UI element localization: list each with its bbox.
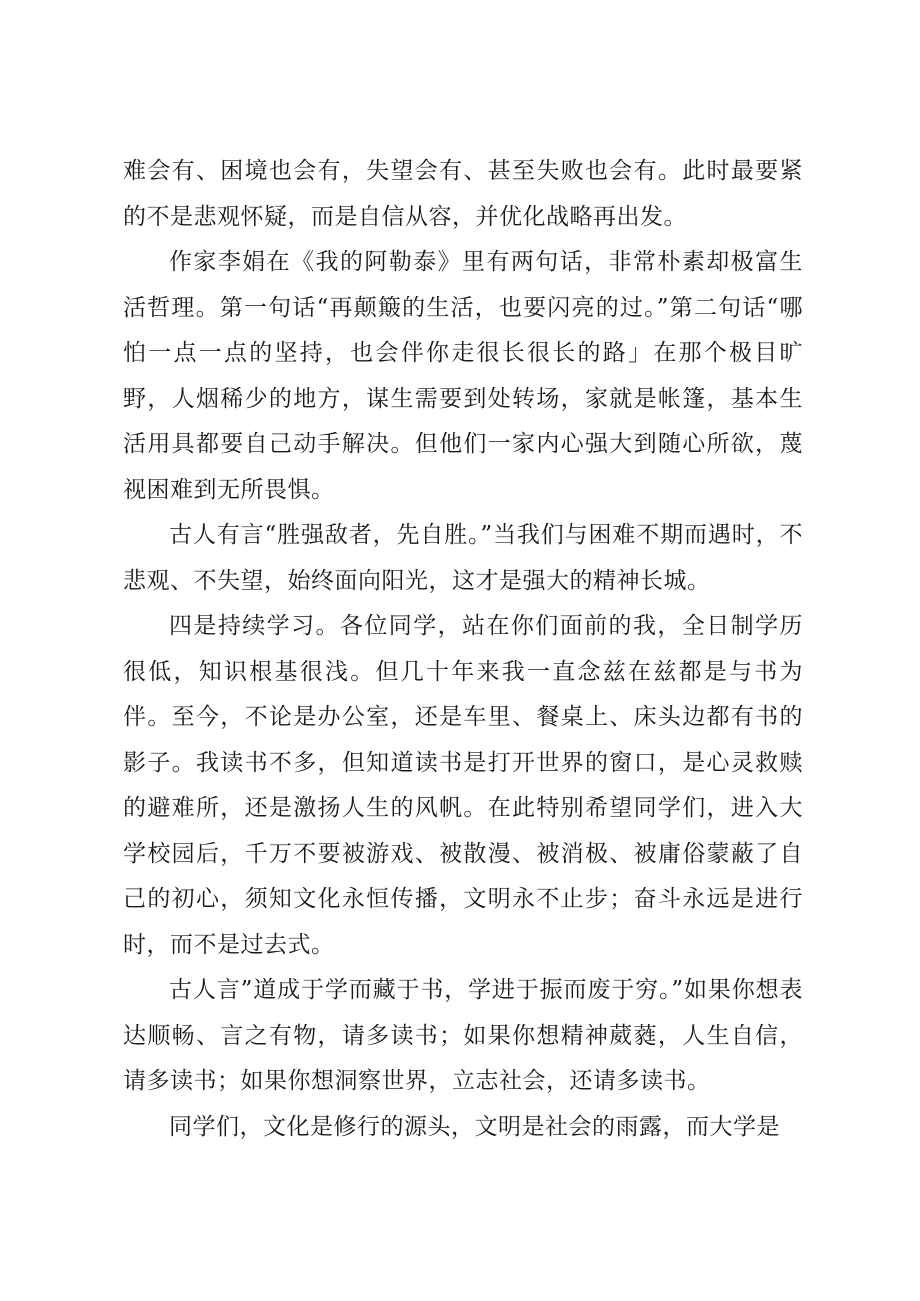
paragraph-continuation: 难会有、困境也会有，失望会有、甚至失败也会有。此时最要紧的不是悲观怀疑，而是自信从容，并优化战略再出发。 <box>123 158 803 230</box>
paragraph-ancient-saying: 古人有言“胜强敌者，先自胜。”当我们与困难不期而遇时，不悲观、不失望，始终面向阳光，这才是强大的精神长城。 <box>123 522 803 594</box>
paragraph-li-juan-quote: 作家李娟在《我的阿勒泰》里有两句话，非常朴素却极富生活哲理。第一句话“再颠簸的生活，也要闪亮的过。”第二句话“哪怕一点一点的坚持，也会伴你走很长很长的路」在那个极目旷野，人烟稀少的地方，谋生需要到处转场，家就是帐篷，基本生活用具都要自己动手解决。但他们一家内心强大到随心所欲，蔑视困难到无所畏惧。 <box>123 249 803 503</box>
paragraph-read-more: 古人言”道成于学而藏于书，学进于振而废于穷。”如果你想表达顺畅、言之有物，请多读书；如果你想精神葳蕤，人生自信，请多读书；如果你想洞察世界，立志社会，还请多读书。 <box>123 977 803 1094</box>
document-body <box>123 149 803 1150</box>
paragraph-culture-source: 同学们，文化是修行的源头，文明是社会的雨露，而大学是 <box>169 1113 780 1140</box>
paragraph-continuous-learning: 四是持续学习。各位同学，站在你们面前的我，全日制学历很低，知识根基很浅。但几十年来我一直念兹在兹都是与书为伴。至今，不论是办公室，还是车里、餐桌上、床头边都有书的影子。我读书不多，但知道读书是打开世界的窗口，是心灵救赎的避难所，还是激扬人生的风帆。在此特别希望同学们，进入大学校园后，千万不要被游戏、被散漫、被消极、被庸俗蒙蔽了自己的初心，须知文化永恒传播，文明永不止步；奋斗永远是进行时，而不是过去式。 <box>123 613 803 958</box>
